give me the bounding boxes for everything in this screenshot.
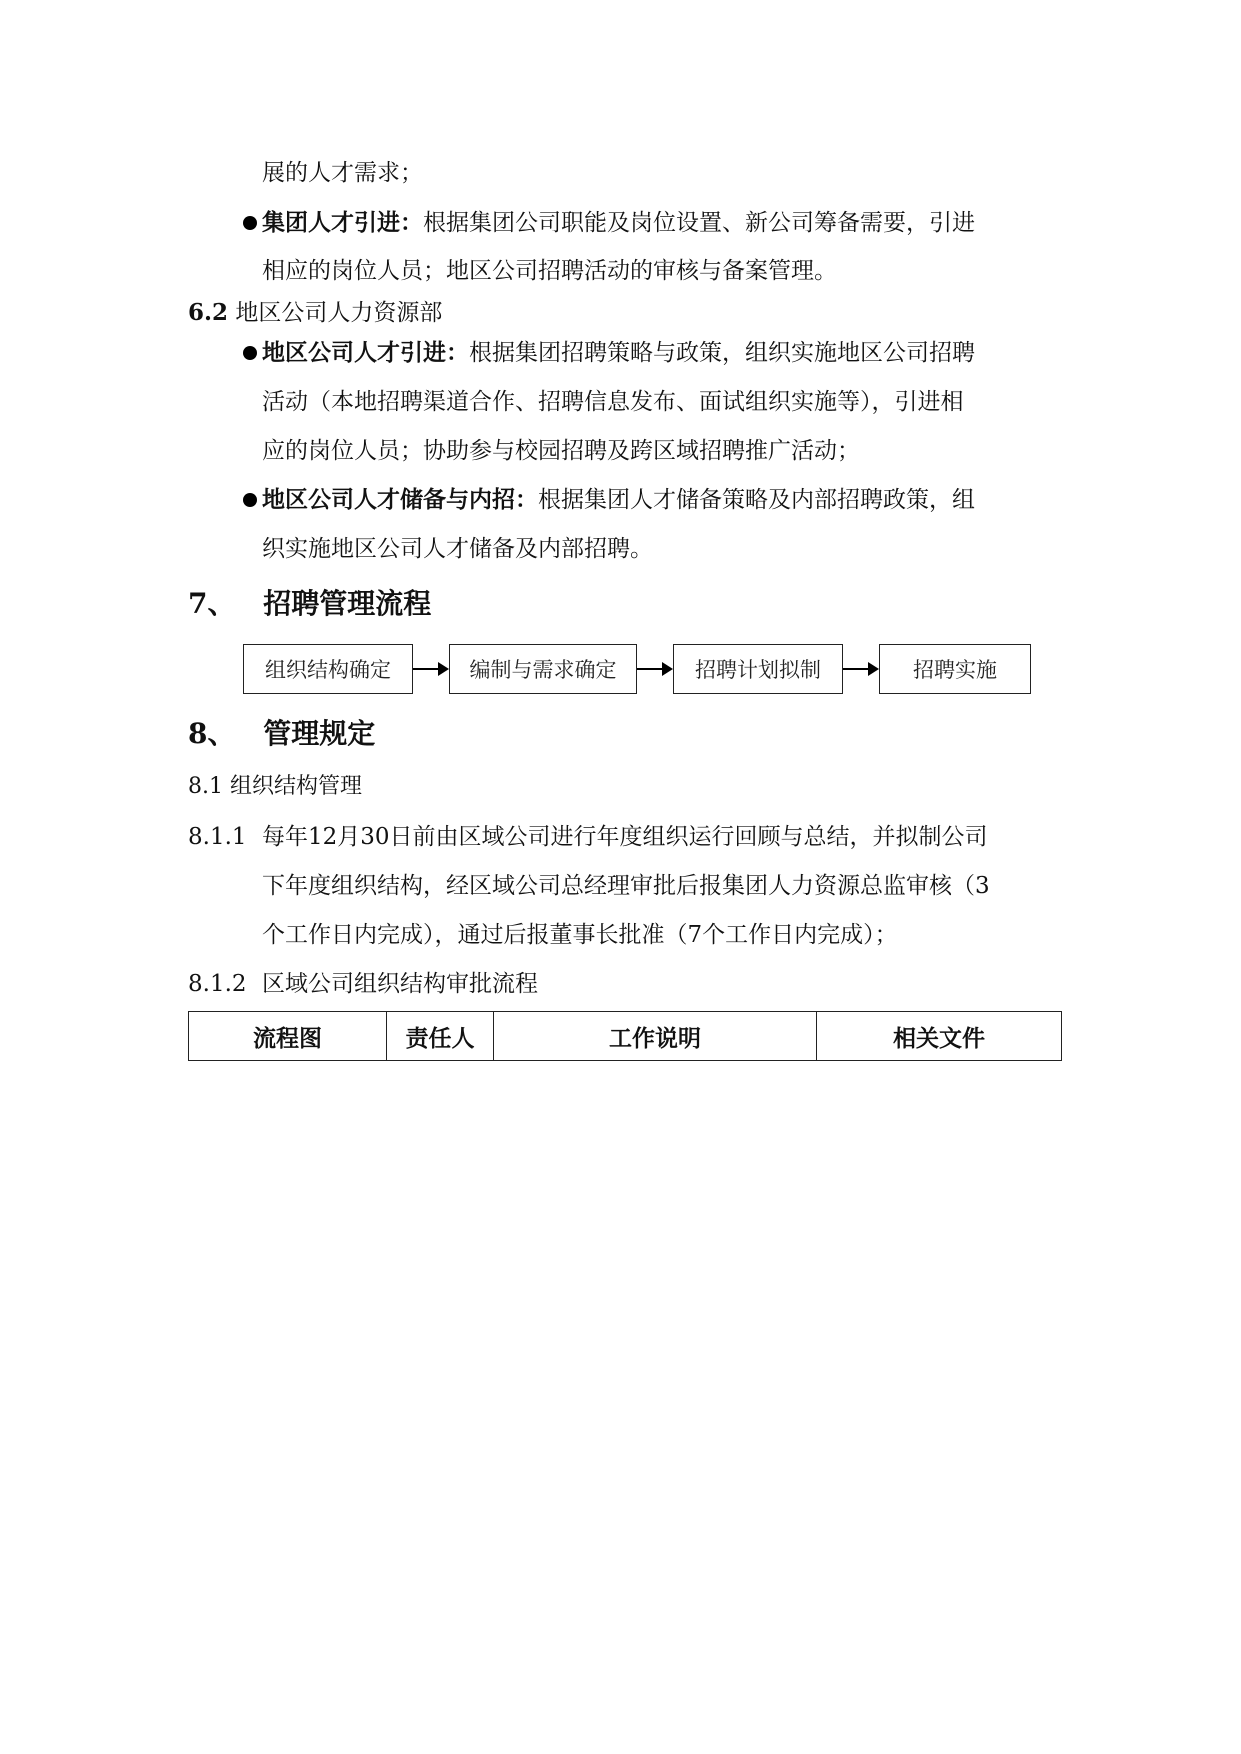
clause-title: 区域公司组织结构审批流程 bbox=[262, 971, 538, 997]
bullet-text-line: 活动（本地招聘渠道合作、招聘信息发布、面试组织实施等），引进相 bbox=[262, 389, 964, 415]
bullet-title: 集团人才引进： bbox=[262, 209, 423, 236]
bullet-text: 根据集团公司职能及岗位设置、新公司筹备需要，引进 bbox=[423, 210, 975, 236]
section-number: 7、 bbox=[188, 587, 236, 620]
table-header-responsible: 责任人 bbox=[387, 1012, 494, 1060]
section-title: 管理规定 bbox=[263, 717, 376, 750]
clause-number: 8.1.2 bbox=[188, 971, 247, 997]
flow-step-3: 招聘计划拟制 bbox=[673, 644, 843, 694]
flow-arrow-icon bbox=[413, 668, 447, 670]
bullet-text: 根据集团招聘策略与政策，组织实施地区公司招聘 bbox=[469, 340, 975, 366]
subsection-title: 地区公司人力资源部 bbox=[235, 300, 443, 326]
bullet-icon bbox=[243, 216, 257, 230]
bullet-title: 地区公司人才引进： bbox=[262, 339, 469, 366]
subsection-number: 6.2 bbox=[188, 299, 229, 326]
paragraph-continuation: 展的人才需求； bbox=[262, 160, 423, 186]
table-header-work-description: 工作说明 bbox=[494, 1012, 817, 1060]
clause-text-line: 下年度组织结构，经区域公司总经理审批后报集团人力资源总监审核（3 bbox=[262, 873, 990, 899]
table-header-flowchart: 流程图 bbox=[189, 1012, 387, 1060]
bullet-text: 根据集团人才储备策略及内部招聘政策，组 bbox=[538, 487, 975, 513]
bullet-item-group-talent bbox=[262, 208, 975, 238]
flow-arrow-icon bbox=[843, 668, 877, 670]
flow-arrow-icon bbox=[637, 668, 671, 670]
section-title: 招聘管理流程 bbox=[263, 587, 432, 620]
flow-step-4: 招聘实施 bbox=[879, 644, 1031, 694]
bullet-item-region-reserve bbox=[262, 485, 975, 515]
bullet-text-line: 相应的岗位人员；地区公司招聘活动的审核与备案管理。 bbox=[262, 258, 837, 284]
bullet-text-line: 应的岗位人员；协助参与校园招聘及跨区域招聘推广活动； bbox=[262, 438, 860, 464]
subsection-heading-8-1: 8.1 组织结构管理 bbox=[188, 774, 362, 799]
bullet-text-line: 织实施地区公司人才储备及内部招聘。 bbox=[262, 536, 653, 562]
clause-text-line: 个工作日内完成），通过后报董事长批准（7个工作日内完成）； bbox=[262, 922, 898, 948]
clause-text-line: 每年12月30日前由区域公司进行年度组织运行回顾与总结，并拟制公司 bbox=[262, 824, 988, 850]
clause-number: 8.1.1 bbox=[188, 824, 247, 850]
bullet-item-region-talent bbox=[262, 338, 975, 368]
section-heading-7 bbox=[188, 586, 431, 622]
section-heading-8 bbox=[188, 716, 375, 752]
subsection-heading-6-2 bbox=[188, 298, 442, 328]
table-header-related-documents: 相关文件 bbox=[893, 1024, 985, 1052]
approval-process-table bbox=[188, 1011, 1062, 1061]
bullet-icon bbox=[243, 346, 257, 360]
flow-step-1: 组织结构确定 bbox=[243, 644, 413, 694]
bullet-title: 地区公司人才储备与内招： bbox=[262, 486, 538, 513]
bullet-icon bbox=[243, 493, 257, 507]
section-number: 8、 bbox=[188, 717, 236, 750]
flow-step-2: 编制与需求确定 bbox=[449, 644, 637, 694]
